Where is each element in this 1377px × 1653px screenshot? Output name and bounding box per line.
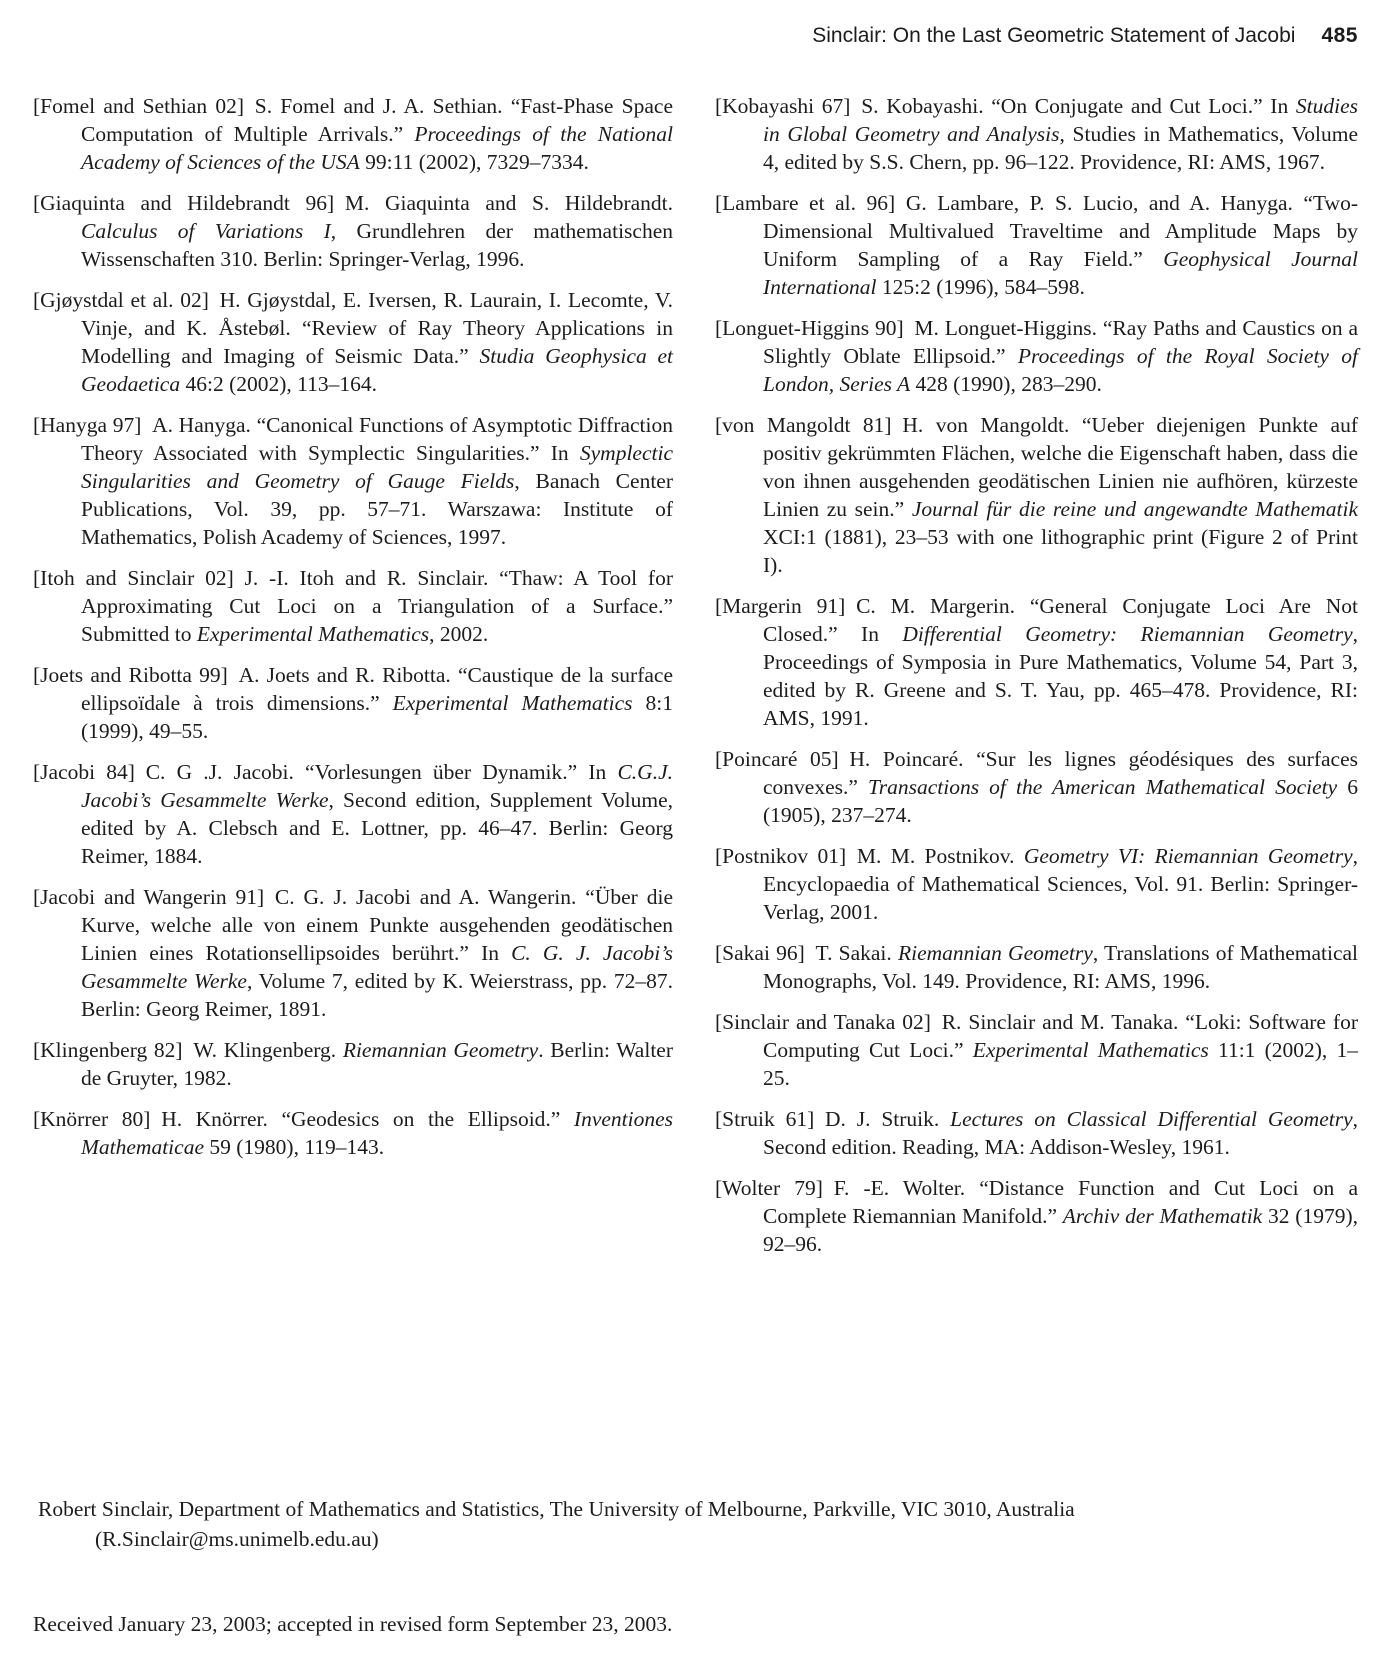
- citation-key: [Klingenberg 82]: [33, 1038, 183, 1062]
- reference-entry: [33, 1036, 673, 1092]
- citation-key: [Sinclair and Tanaka 02]: [715, 1010, 931, 1034]
- reference-text: M. Longuet-Higgins. “Ray Paths and Caustics on a Slightly Oblate Ellipsoid.”: [763, 316, 1358, 368]
- citation-key: [von Mangoldt 81]: [715, 413, 892, 437]
- reference-text: 32 (1979), 92–96.: [763, 1204, 1358, 1256]
- citation-key: [Jacobi 84]: [33, 760, 135, 784]
- citation-key: [Postnikov 01]: [715, 844, 847, 868]
- affiliation-email: (R.Sinclair@ms.unimelb.edu.au): [95, 1527, 379, 1551]
- reference-text: S. Fomel and J. A. Sethian. “Fast-Phase Space Computation of Multiple Arrivals.”: [81, 94, 673, 146]
- reference-entry: [33, 286, 673, 398]
- reference-text: 99:11 (2002), 7329–7334.: [359, 150, 589, 174]
- citation-key: [Sakai 96]: [715, 941, 805, 965]
- reference-italic-text: Riemannian Geometry: [342, 1038, 539, 1062]
- page-number: 485: [1321, 24, 1358, 47]
- reference-text: 6 (1905), 237–274.: [763, 775, 1358, 827]
- reference-entry: [33, 661, 673, 745]
- reference-italic-text: Geophysical Journal International: [763, 247, 1358, 299]
- reference-text: A. Joets and R. Ribotta. “Caustique de la surface ellipsoïdale à trois dimensions.”: [81, 663, 673, 715]
- reference-text: R. Sinclair and M. Tanaka. “Loki: Software for Computing Cut Loci.”: [763, 1010, 1358, 1062]
- citation-key: [Wolter 79]: [715, 1176, 823, 1200]
- citation-key: [Knörrer 80]: [33, 1107, 151, 1131]
- reference-italic-text: Experimental Mathematics: [196, 622, 430, 646]
- reference-entry: [33, 883, 673, 1023]
- reference-italic-text: C.G.J. Jacobi’s Gesammelte Werke: [81, 760, 674, 812]
- affiliation-line: Robert Sinclair, Department of Mathematics and Statistics, The University of Melbourne, Parkville, VIC 3010, Australia: [38, 1497, 1075, 1521]
- reference-text: H. Knörrer. “Geodesics on the Ellipsoid.”: [161, 1107, 574, 1131]
- reference-entry: [33, 411, 673, 551]
- reference-italic-text: Proceedings of the Royal Society of London, Series A: [763, 344, 1358, 396]
- reference-entry: [715, 189, 1358, 301]
- reference-italic-text: Proceedings of the National Academy of Sciences of the USA: [81, 122, 673, 174]
- reference-text: 11:1 (2002), 1–25.: [763, 1038, 1358, 1090]
- reference-text: , Proceedings of Symposia in Pure Mathematics, Volume 54, Part 3, edited by R. Greene and S. T. Yau, pp. 465–478. Providence, RI: AMS, 1991.: [763, 622, 1358, 730]
- reference-text: 428 (1990), 283–290.: [910, 372, 1102, 396]
- reference-text: . Berlin: Walter de Gruyter, 1982.: [81, 1038, 673, 1090]
- reference-entry: [715, 745, 1358, 829]
- reference-text: , 2002.: [429, 622, 489, 646]
- reference-text: W. Klingenberg.: [193, 1038, 343, 1062]
- reference-text: J. -I. Itoh and R. Sinclair. “Thaw: A Tool for Approximating Cut Loci on a Triangulation of a Surface.” Submitted to: [81, 566, 673, 646]
- reference-text: , Volume 7, edited by K. Weierstrass, pp. 72–87. Berlin: Georg Reimer, 1891.: [81, 969, 674, 1021]
- citation-key: [Giaquinta and Hildebrandt 96]: [33, 191, 335, 215]
- reference-text: C. G .J. Jacobi. “Vorlesungen über Dynamik.” In: [145, 760, 618, 784]
- reference-italic-text: Symplectic Singularities and Geometry of Gauge Fields: [81, 441, 673, 493]
- reference-text: D. J. Struik.: [825, 1107, 951, 1131]
- reference-entry: [715, 592, 1358, 732]
- reference-text: 59 (1980), 119–143.: [204, 1135, 385, 1159]
- reference-italic-text: Calculus of Variations I: [81, 219, 331, 243]
- author-affiliation: [38, 1494, 1348, 1554]
- reference-text: , Second edition, Supplement Volume, edited by A. Clebsch and E. Lottner, pp. 46–47. Berlin: Georg Reimer, 1884.: [81, 788, 673, 868]
- reference-text: 8:1 (1999), 49–55.: [81, 691, 673, 743]
- reference-text: XCI:1 (1881), 23–53 with one lithographic print (Figure 2 of Print I).: [763, 525, 1358, 577]
- reference-italic-text: C. G. J. Jacobi’s Gesammelte Werke: [81, 941, 673, 993]
- reference-text: G. Lambare, P. S. Lucio, and A. Hanyga. “Two-Dimensional Multivalued Traveltime and Amplitude Maps by Uniform Sampling of a Ray Field.”: [763, 191, 1358, 271]
- reference-text: M. Giaquinta and S. Hildebrandt.: [344, 191, 673, 215]
- reference-italic-text: Lectures on Classical Differential Geometry: [950, 1107, 1353, 1131]
- reference-italic-text: Experimental Mathematics: [972, 1038, 1209, 1062]
- citation-key: [Longuet-Higgins 90]: [715, 316, 904, 340]
- citation-key: [Jacobi and Wangerin 91]: [33, 885, 265, 909]
- reference-italic-text: Differential Geometry: Riemannian Geometry: [902, 622, 1353, 646]
- reference-text: H. von Mangoldt. “Ueber diejenigen Punkte auf positiv gekrümmten Flächen, welche die Eigenschaft haben, dass die von ihnen ausgehenden geodätischen Linien nie aufhören, kürzeste Linien zu sein.”: [763, 413, 1358, 521]
- reference-entry: [715, 1105, 1358, 1161]
- reference-text: F. -E. Wolter. “Distance Function and Cut Loci on a Complete Riemannian Manifold.”: [763, 1176, 1359, 1228]
- reference-entry: [715, 314, 1358, 398]
- citation-key: [Itoh and Sinclair 02]: [33, 566, 234, 590]
- received-dates: Received January 23, 2003; accepted in revised form September 23, 2003.: [33, 1612, 673, 1636]
- reference-entry: [715, 411, 1358, 579]
- reference-text: C. M. Margerin. “General Conjugate Loci Are Not Closed.” In: [763, 594, 1358, 646]
- reference-italic-text: Experimental Mathematics: [392, 691, 633, 715]
- reference-text: 125:2 (1996), 584–598.: [876, 275, 1085, 299]
- reference-entry: [33, 189, 673, 273]
- citation-key: [Lambare et al. 96]: [715, 191, 896, 215]
- reference-entry: [715, 842, 1358, 926]
- citation-key: [Kobayashi 67]: [715, 94, 851, 118]
- citation-key: [Joets and Ribotta 99]: [33, 663, 228, 687]
- citation-key: [Margerin 91]: [715, 594, 846, 618]
- reference-italic-text: Geometry VI: Riemannian Geometry: [1023, 844, 1353, 868]
- reference-text: C. G. J. Jacobi and A. Wangerin. “Über die Kurve, welche alle von einem Punkte ausgehenden geodätischen Linien eines Rotationsellipsoides berührt.” In: [81, 885, 673, 965]
- reference-entry: [715, 1008, 1358, 1092]
- reference-text: , Encyclopaedia of Mathematical Sciences, Vol. 91. Berlin: Springer-Verlag, 2001.: [763, 844, 1358, 924]
- citation-key: [Struik 61]: [715, 1107, 815, 1131]
- reference-text: S. Kobayashi. “On Conjugate and Cut Loci.” In: [861, 94, 1296, 118]
- reference-text: , Grundlehren der mathematischen Wissenschaften 310. Berlin: Springer-Verlag, 1996.: [81, 219, 674, 271]
- reference-text: H. Poincaré. “Sur les lignes géodésiques des surfaces convexes.”: [763, 747, 1358, 799]
- reference-text: H. Gjøystdal, E. Iversen, R. Laurain, I. Lecomte, V. Vinje, and K. Åstebøl. “Review of Ray Theory Applications in Modelling and Imaging of Seismic Data.”: [81, 288, 673, 368]
- reference-italic-text: Riemannian Geometry: [897, 941, 1093, 965]
- reference-text: M. M. Postnikov.: [856, 844, 1024, 868]
- references-right-column: [715, 92, 1358, 1271]
- reference-italic-text: Inventiones Mathematicae: [81, 1107, 674, 1159]
- reference-italic-text: Transactions of the American Mathematical Society: [868, 775, 1338, 799]
- reference-entry: [715, 92, 1358, 176]
- citation-key: [Poincaré 05]: [715, 747, 839, 771]
- reference-text: , Second edition. Reading, MA: Addison-Wesley, 1961.: [763, 1107, 1358, 1159]
- reference-italic-text: Studies in Global Geometry and Analysis: [763, 94, 1358, 146]
- reference-entry: [33, 1105, 673, 1161]
- reference-text: A. Hanyga. “Canonical Functions of Asymptotic Diffraction Theory Associated with Symplectic Singularities.” In: [81, 413, 673, 465]
- running-title: Sinclair: On the Last Geometric Statement of Jacobi: [812, 24, 1296, 47]
- citation-key: [Gjøystdal et al. 02]: [33, 288, 209, 312]
- reference-italic-text: Studia Geophysica et Geodaetica: [81, 344, 673, 396]
- citation-key: [Fomel and Sethian 02]: [33, 94, 244, 118]
- reference-entry: [33, 564, 673, 648]
- reference-italic-text: Journal für die reine und angewandte Mathematik: [911, 497, 1358, 521]
- reference-entry: [715, 1174, 1358, 1258]
- reference-entry: [715, 939, 1358, 995]
- reference-entry: [33, 758, 673, 870]
- reference-text: , Studies in Mathematics, Volume 4, edited by S.S. Chern, pp. 96–122. Providence, RI: AMS, 1967.: [763, 122, 1358, 174]
- running-header: [33, 24, 1358, 48]
- reference-italic-text: Archiv der Mathematik: [1062, 1204, 1263, 1228]
- references-section: [33, 92, 1358, 1271]
- reference-text: T. Sakai.: [815, 941, 898, 965]
- reference-text: , Banach Center Publications, Vol. 39, pp. 57–71. Warszawa: Institute of Mathematics, Polish Academy of Sciences, 1997.: [81, 469, 673, 549]
- reference-entry: [33, 92, 673, 176]
- citation-key: [Hanyga 97]: [33, 413, 142, 437]
- reference-text: , Translations of Mathematical Monographs, Vol. 149. Providence, RI: AMS, 1996.: [763, 941, 1359, 993]
- reference-text: 46:2 (2002), 113–164.: [180, 372, 377, 396]
- references-left-column: [33, 92, 673, 1174]
